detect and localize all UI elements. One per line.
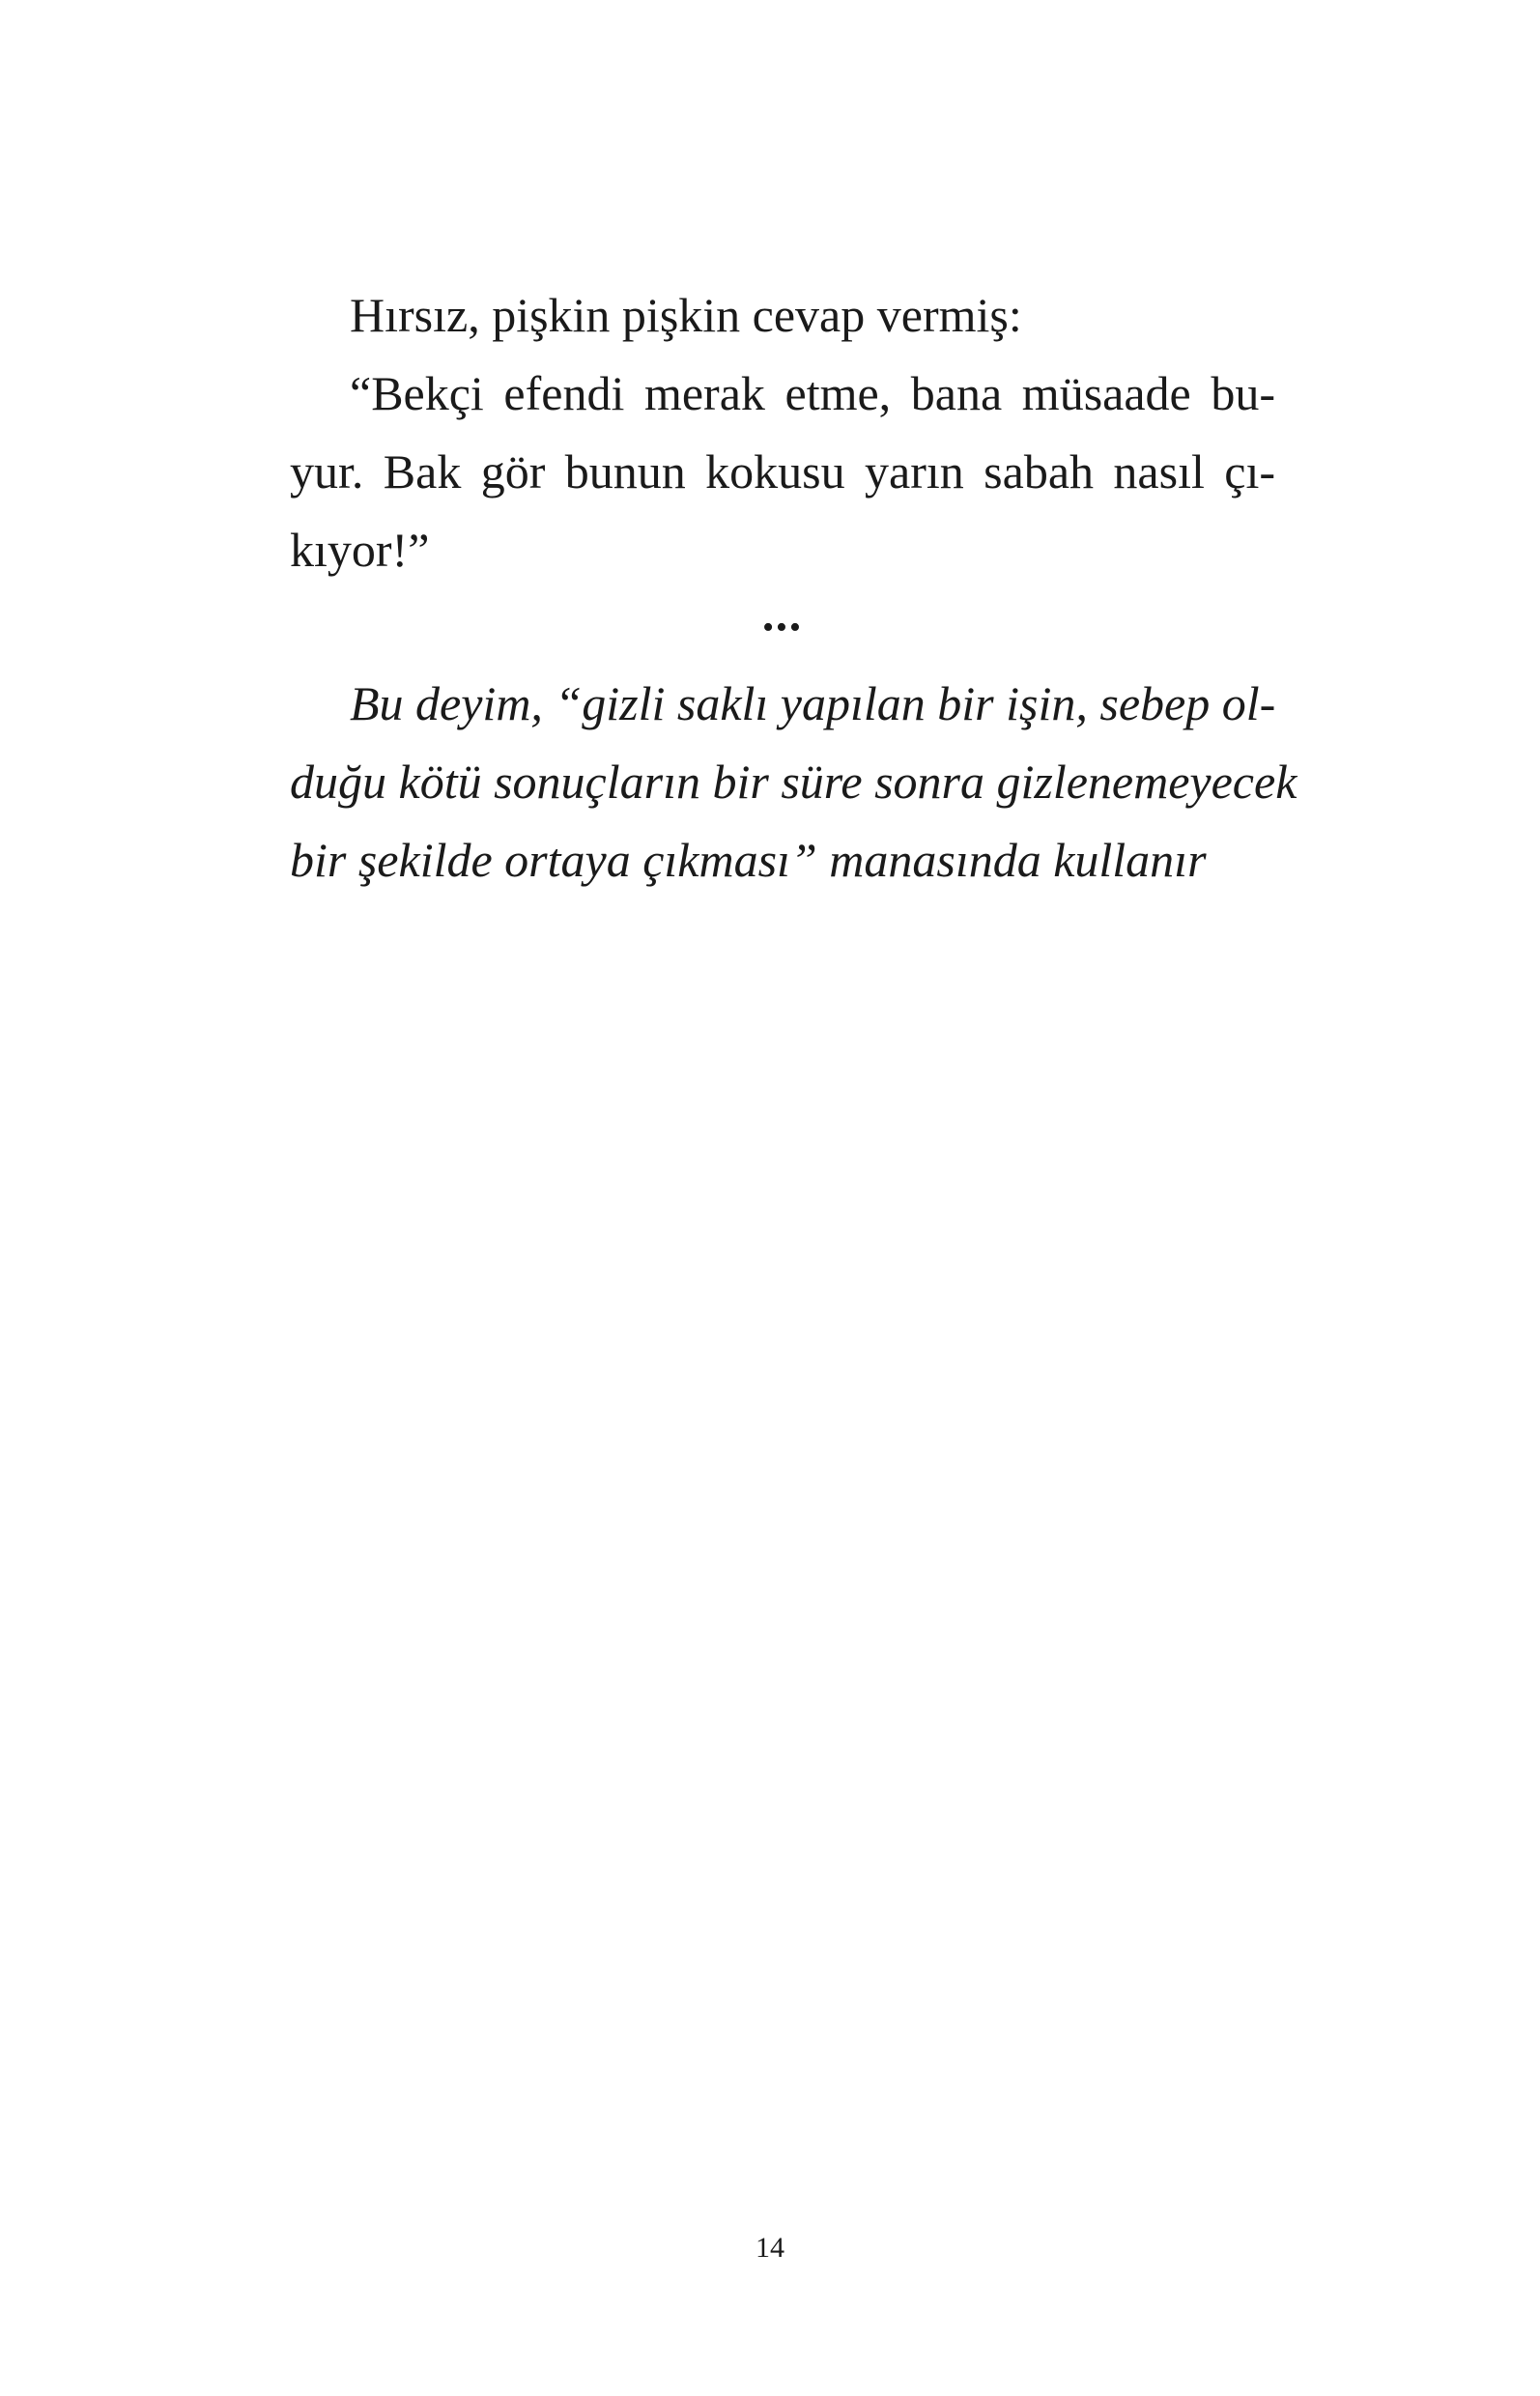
idiom-explanation (290, 665, 1298, 899)
dialogue-paragraph-reply (290, 355, 1275, 589)
page-body (290, 276, 1298, 899)
text-line: bir şekilde ortaya çıkması” manasında kullanır (290, 833, 1207, 887)
text-line: “Bekçi efendi merak etme, bana müsaade bu- (350, 366, 1275, 420)
page-number: 14 (756, 2232, 784, 2264)
dialogue-paragraph-thief (290, 276, 1275, 355)
text-line: Hırsız, pişkin pişkin cevap vermiş: (350, 288, 1022, 342)
text-line: Bu deyim, “gizli saklı yapılan bir işin, sebep ol- (350, 676, 1276, 730)
section-separator: ••• (762, 610, 803, 645)
text-line: duğu kötü sonuçların bir süre sonra gizlenemeyecek (290, 755, 1298, 809)
text-line: yur. Bak gör bunun kokusu yarın sabah nasıl çı- (290, 444, 1275, 499)
text-line: kıyor!” (290, 523, 430, 577)
